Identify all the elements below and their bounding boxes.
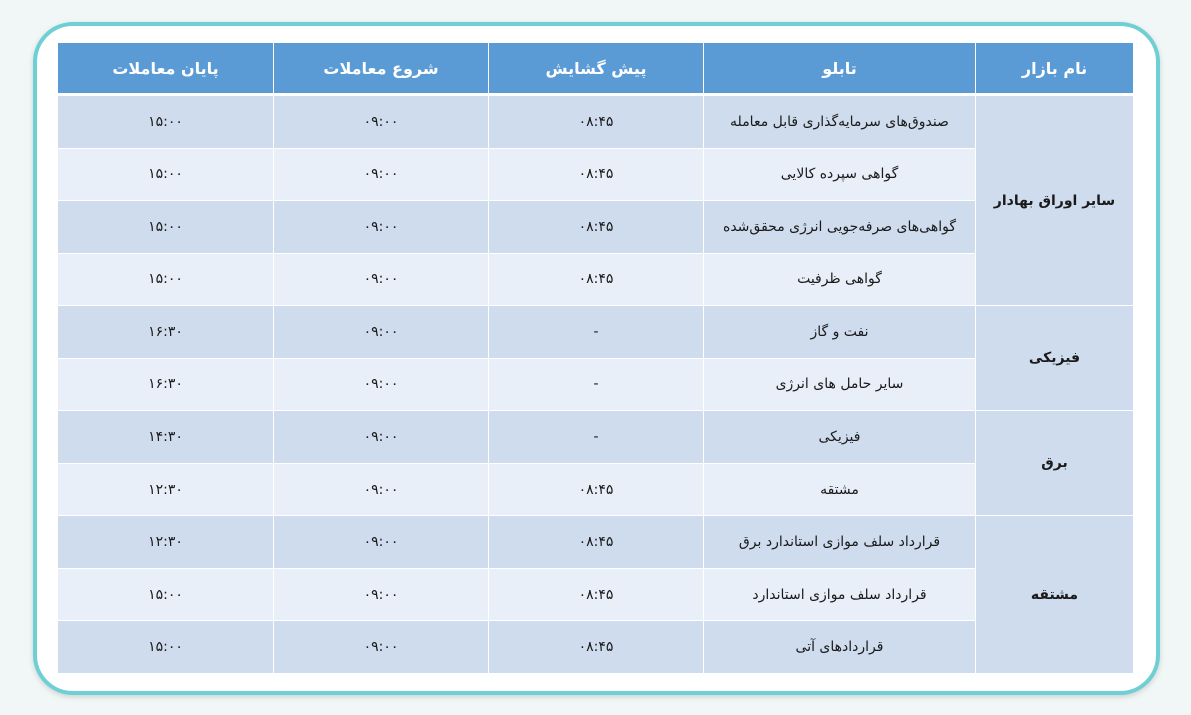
header-market: نام بازار: [976, 43, 1134, 95]
start-cell: ۰۹:۰۰: [274, 148, 489, 201]
start-cell: ۰۹:۰۰: [274, 411, 489, 464]
table-row: [58, 516, 1134, 569]
preopen-cell: ۰۸:۴۵: [489, 463, 704, 516]
board-cell: گواهی‌های صرفه‌جویی انرژی محقق‌شده: [704, 201, 976, 254]
start-cell: ۰۹:۰۰: [274, 201, 489, 254]
table-row: [58, 358, 1134, 411]
market-cell: سایر اوراق بهادار: [976, 95, 1134, 306]
table-row: [58, 568, 1134, 621]
end-cell: ۱۶:۳۰: [58, 306, 274, 359]
header-board: تابلو: [704, 43, 976, 95]
end-cell: ۱۲:۳۰: [58, 516, 274, 569]
table-row: [58, 411, 1134, 464]
end-cell: ۱۵:۰۰: [58, 148, 274, 201]
board-cell: نفت و گاز: [704, 306, 976, 359]
schedule-card: [33, 22, 1160, 695]
start-cell: ۰۹:۰۰: [274, 95, 489, 149]
trading-hours-table: [57, 42, 1134, 674]
board-cell: گواهی سپرده کالایی: [704, 148, 976, 201]
board-cell: قرارداد سلف موازی استاندارد: [704, 568, 976, 621]
market-cell: برق: [976, 411, 1134, 516]
header-end: پایان معاملات: [58, 43, 274, 95]
preopen-cell: -: [489, 358, 704, 411]
table-row: [58, 306, 1134, 359]
board-cell: قراردادهای آتی: [704, 621, 976, 674]
start-cell: ۰۹:۰۰: [274, 306, 489, 359]
end-cell: ۱۲:۳۰: [58, 463, 274, 516]
start-cell: ۰۹:۰۰: [274, 358, 489, 411]
end-cell: ۱۶:۳۰: [58, 358, 274, 411]
preopen-cell: ۰۸:۴۵: [489, 621, 704, 674]
board-cell: صندوق‌های سرمایه‌گذاری قابل معامله: [704, 95, 976, 149]
end-cell: ۱۵:۰۰: [58, 621, 274, 674]
table-row: [58, 148, 1134, 201]
board-cell: مشتقه: [704, 463, 976, 516]
end-cell: ۱۵:۰۰: [58, 568, 274, 621]
board-cell: قرارداد سلف موازی استاندارد برق: [704, 516, 976, 569]
market-cell: فیزیکی: [976, 306, 1134, 411]
end-cell: ۱۵:۰۰: [58, 95, 274, 149]
preopen-cell: ۰۸:۴۵: [489, 95, 704, 149]
board-cell: گواهی ظرفیت: [704, 253, 976, 306]
start-cell: ۰۹:۰۰: [274, 463, 489, 516]
board-cell: سایر حامل های انرژی: [704, 358, 976, 411]
preopen-cell: ۰۸:۴۵: [489, 516, 704, 569]
start-cell: ۰۹:۰۰: [274, 621, 489, 674]
preopen-cell: -: [489, 411, 704, 464]
table-row: [58, 621, 1134, 674]
table-row: [58, 95, 1134, 149]
preopen-cell: ۰۸:۴۵: [489, 148, 704, 201]
table-header-row: [58, 43, 1134, 95]
end-cell: ۱۵:۰۰: [58, 253, 274, 306]
start-cell: ۰۹:۰۰: [274, 253, 489, 306]
end-cell: ۱۵:۰۰: [58, 201, 274, 254]
preopen-cell: ۰۸:۴۵: [489, 253, 704, 306]
board-cell: فیزیکی: [704, 411, 976, 464]
preopen-cell: -: [489, 306, 704, 359]
preopen-cell: ۰۸:۴۵: [489, 201, 704, 254]
table-row: [58, 463, 1134, 516]
start-cell: ۰۹:۰۰: [274, 568, 489, 621]
header-preopen: پیش گشایش: [489, 43, 704, 95]
table-row: [58, 201, 1134, 254]
header-start: شروع معاملات: [274, 43, 489, 95]
preopen-cell: ۰۸:۴۵: [489, 568, 704, 621]
end-cell: ۱۴:۳۰: [58, 411, 274, 464]
table-row: [58, 253, 1134, 306]
start-cell: ۰۹:۰۰: [274, 516, 489, 569]
market-cell: مشتقه: [976, 516, 1134, 674]
